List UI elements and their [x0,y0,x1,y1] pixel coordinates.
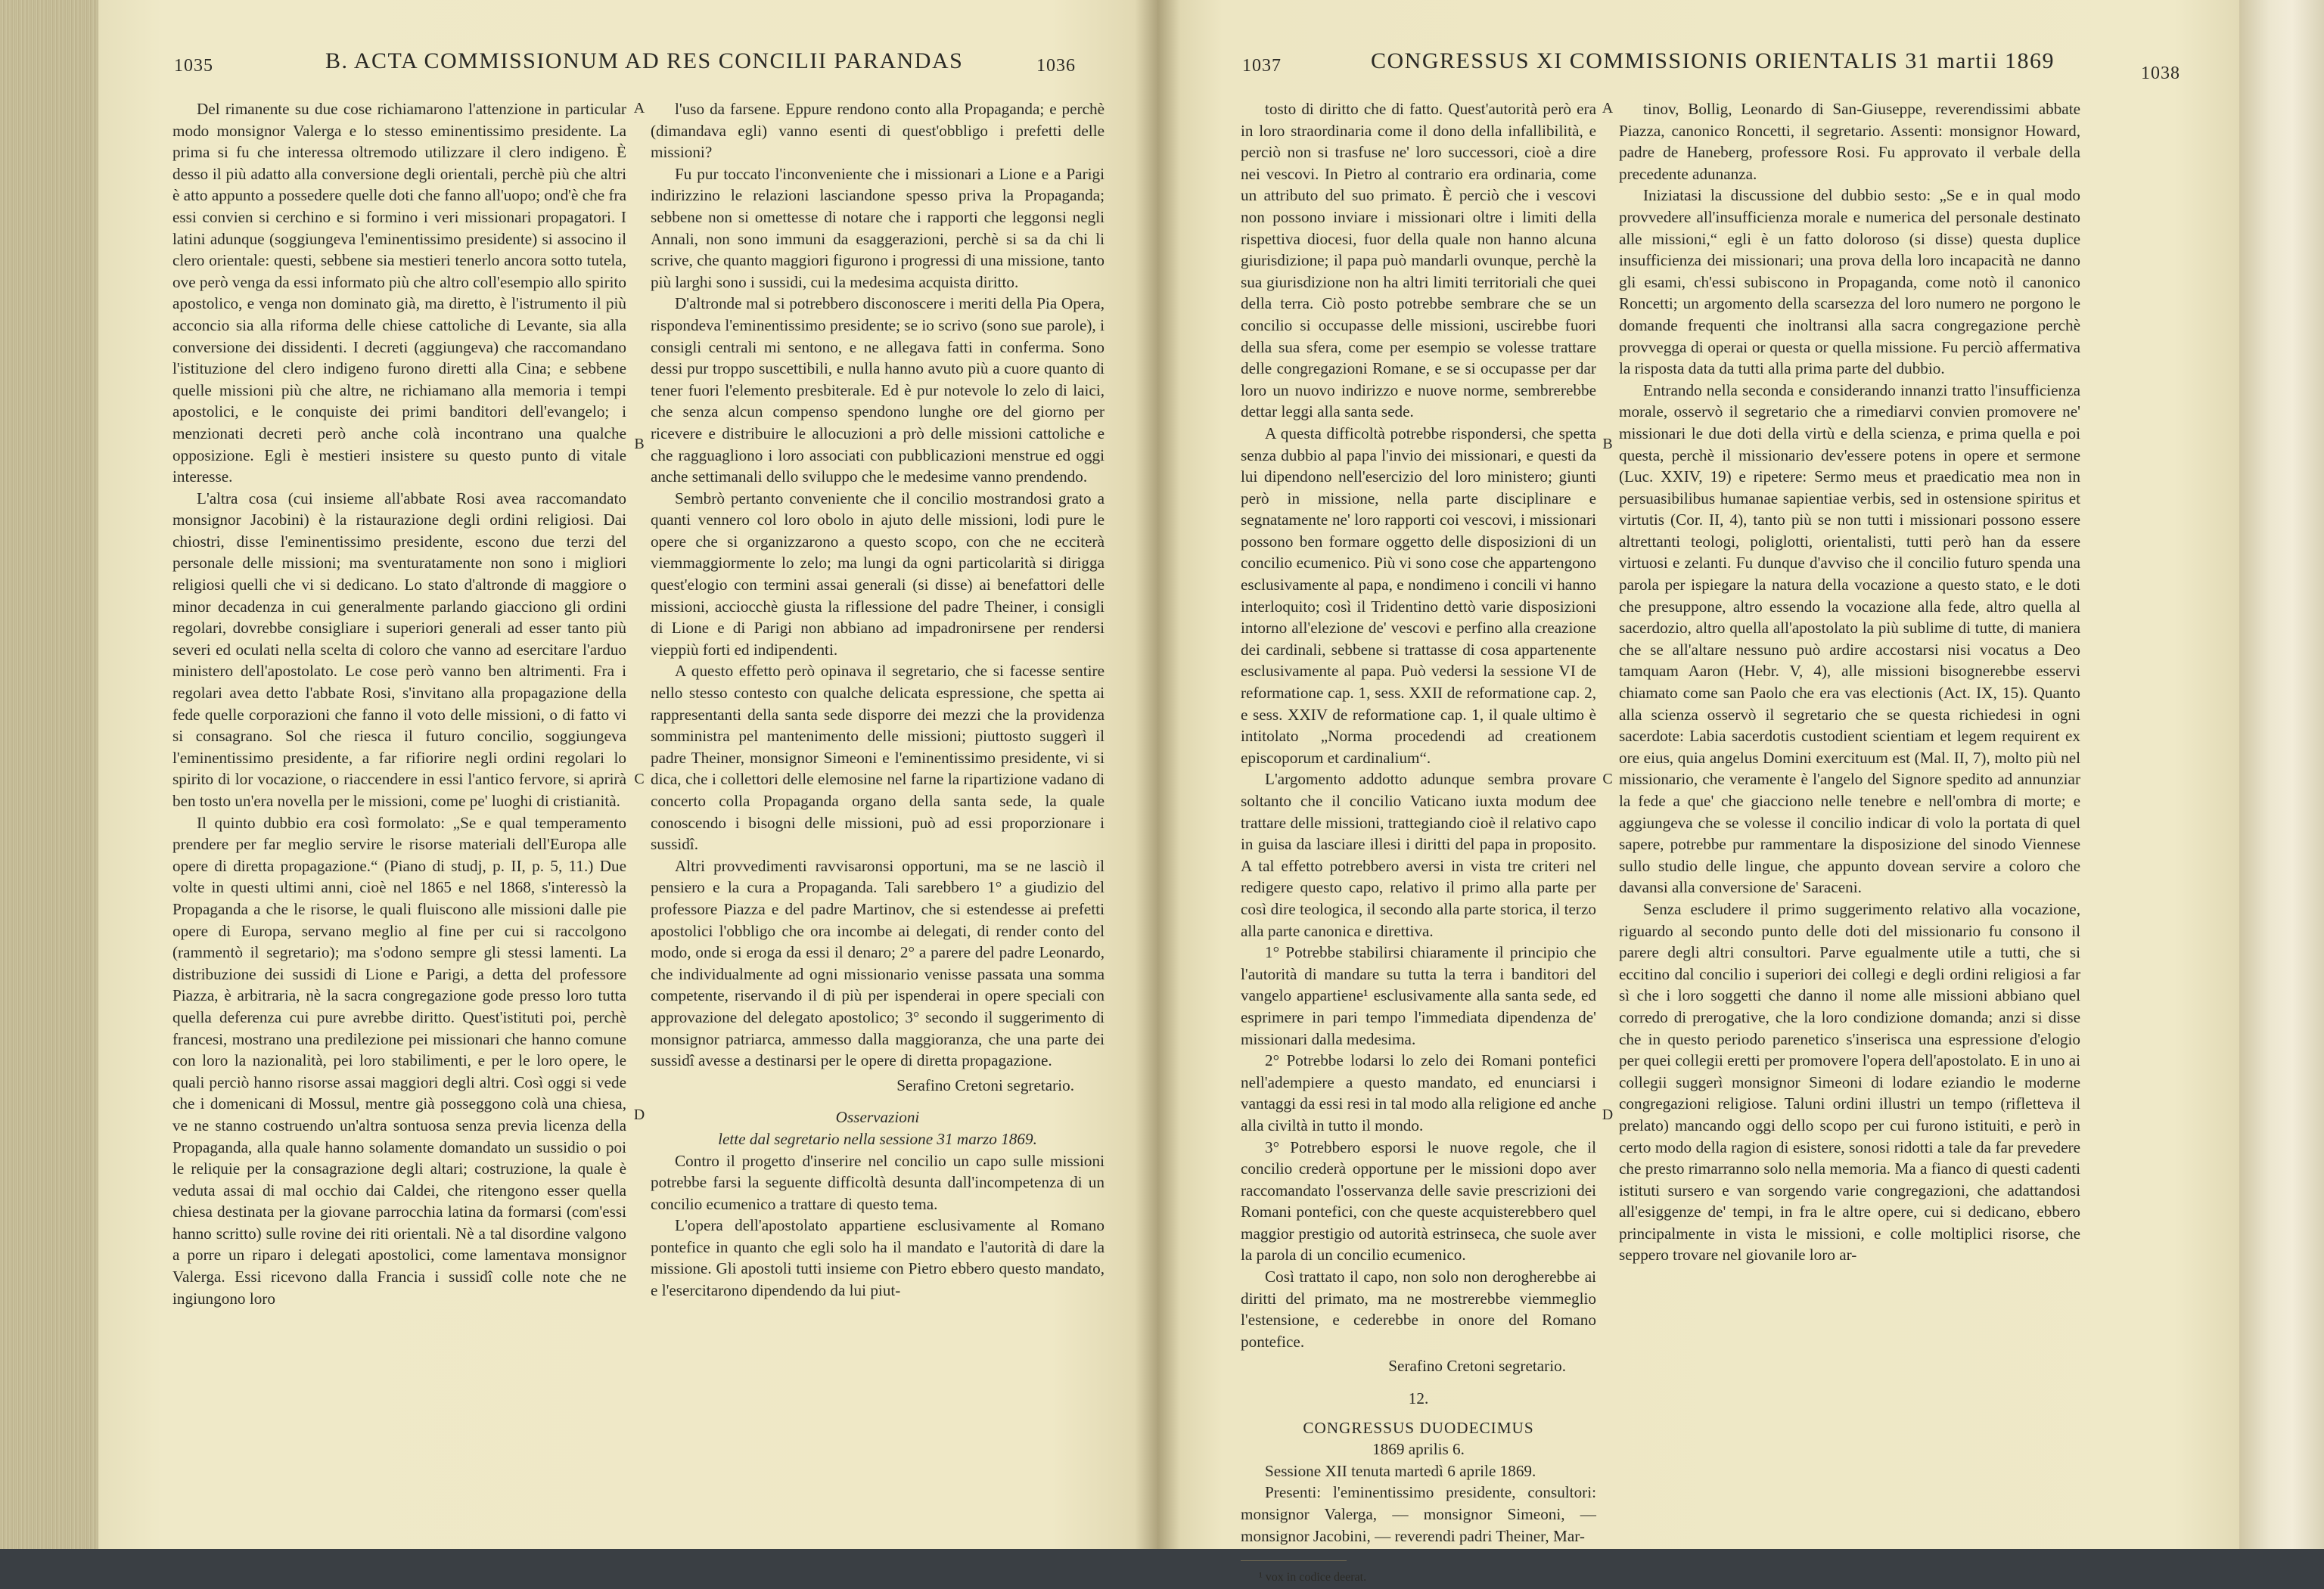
paragraph: Così trattato il capo, non solo non derogherebbe ai diritti del primato, ma ne mostrerebbe viemmeglio l'estensione, e cederebbe in onore del Romano pontefice. [1241,1268,1596,1351]
paragraph: Contro il progetto d'inserire nel concilio un capo sulle missioni potrebbe farsi la seguente difficoltà desunta dall'incompetenza di un concilio ecumenico a trattare di questo tema. [651,1151,1105,1213]
book-page-edges-left [0,0,98,1549]
margin-letter-d: D [1602,1106,1614,1123]
session-heading: CONGRESSUS DUODECIMUS [1303,1418,1534,1437]
paragraph: 1° Potrebbe stabilirsi chiaramente il principio che l'autorità di mandare su tutta la terra i banditori del vangelo appartiene¹ esclusivamente alla santa sede, ed esprimere in pari tempo l'immediata dipendenza de' missionari dalla medesima. [1241,943,1596,1048]
section-subtitle: lette dal segretario nella sessione 31 marzo 1869. [718,1129,1037,1148]
paragraph: L'opera dell'apostolato appartiene esclusivamente al Romano pontefice in quanto che egli solo ha il mandato e l'autorità di dare la missione. Gli apostoli tutti insieme con Pietro ebbero questo mandato, e l'esercitarono dipendendo da lui piut- [651,1216,1105,1300]
paragraph: A questa difficoltà potrebbe rispondersi, che spetta senza dubbio al papa l'invio dei missionari, e questi da lui dipendono nell'esercizio del loro ministero; giunti però in missione, nella parte disciplinare e segnatamente ne' loro rapporti coi vescovi, i missionari possono ben formare oggetto delle disposizioni di un concilio ecumenico. Più vi sono cose che appartengono esclusivamente al papa, e nondimeno i concili vi hanno interloquito; così il Tridentino dettò varie disposizioni intorno all'elezione de' vescovi e perfino alla creazione dei cardinali, sebbene si trattasse di cosa appartenente esclusivamente al papa. Può vedersi la sessione VI de reformatione cap. 1, sess. XXII de reformatione cap. 2, e sess. XXIV de reformatione cap. 1, il quale ultimo è intitolato „Norma procedendi ad creationem episcoporum et cardinalium“. [1241,424,1596,767]
margin-letter-b: B [1602,436,1613,452]
paragraph: Altri provvedimenti ravvisaronsi opportuni, ma se ne lasciò il pensiero e la cura a Propaganda. Tali sarebbero 1° a giudizio del professore Piazza e del padre Martinov, che si estendesse ai prefetti apostolici l'obbligo che ora incombe ai delegati, di render conto del modo, onde si eroga da essi il denaro; 2° a parere del padre Leonardo, che individualmente ad ogni missionario venisse passata una somma competente, riservando il di più per ispenderai in opere speciali con approvazione del delegato apostolico; 3° secondo il suggerimento di monsignor patriarca, ammesso dalla maggioranza, che una parte dei sussidî avesse a destinarsi per le opere di diretta propagazione. [651,856,1105,1070]
paragraph: Entrando nella seconda e considerando innanzi tratto l'insufficienza morale, osservò il segretario che a rimediarvi convien promovere ne' missionari le due doti della virtù e della scienza, e prima quella e poi questa, perchè il missionario dev'essere potens in opere et sermone (Luc. XXIV, 19) e ripetere: Sermo meus et praedicatio mea non in persuasibilibus humanae sapientiae verbis, sed in ostensione spiritus et virtutis (Cor. II, 4), tanto più se non tutti i missionari possono essere altrettanti teologi, poliglotti, orientalisti, tutti però han da essere virtuosi e zelanti. Fu dunque d'avviso che il concilio futuro spenda una parola per ispiegare la natura della vocazione a questo stato, e le doti che presuppone, altro essendo la vocazione alla fede, altro quella al sacerdozio, altro quella all'apostolato la più sublime di tutte, di maniera che se all'altare nessuno può ardire accostarsi nisi vocatus a Deo tamquam Aaron (Hebr. V, 4), alle missioni bisognerebbe esservi chiamato come san Paolo che era vas electionis (Act. IX, 15). Quanto alla scienza osservò il segretario che se questa richiedesi in ogni sacerdote: Labia sacerdotis custodient scientiam et legem requirent ex ore eius, quia angelus Domini exercituum est (Mal. II, 7), molto più nel missionario, che veramente è l'angelo del Signore spedito ad annunziar la fede a que' che giacciono nelle tenebre e nell'ombra di morte; e aggiungeva che se volesse il concilio indicar di volo la portata di quel sapere, potrebbe pur rammentare la disposizione del sinodo Viennese sullo studio delle lingue, che appunto dovean servire a coloro che davansi alla conversione de' Saraceni. [1619,380,2080,897]
paragraph: L'altra cosa (cui insieme all'abbate Rosi avea raccomandato monsignor Jacobini) è la ristaurazione degli ordini religiosi. Dai chiostri, disse l'eminentissimo presidente, escono due terzi del personale delle missioni; ma sventuratamente non sono i migliori religiosi quelli che vi si dedicano. Lo stato d'altronde di maggiore o minor decadenza in cui generalmente parlando giacciono gli ordini regolari, dovrebbe consigliare i superiori generali ad esser tanto più severi ed oculati nella scelta di coloro che vanno ad esercitare l'arduo ministero dell'apostolato. Le cose però vanno ben altrimenti. Fra i regolari avea detto l'abbate Rosi, s'invitano alla propagazione della fede quelle corporazioni che fanno il voto delle missioni, o di fatto vi si consagrano. Sol che riesca il futuro concilio, soggiungeva l'eminentissimo presidente, a far rifiorire negli ordini regolari lo spirito di lor vocazione, o riaccendere in essi l'antico fervore, si aprirà ben tosto un'era novella per le missioni, come pe' luoghi di cristianità. [172,489,626,810]
running-title: B. ACTA COMMISSIONUM AD RES CONCILII PARANDAS [325,48,964,73]
footnote: ¹ vox in codice deerat. [1259,1571,1367,1584]
paragraph: 3° Potrebbero esporsi le nuove regole, che il concilio crederà opportune per le missioni dopo aver raccomandato l'osservanza delle savie prescrizioni dei Romani pontefici, con che queste acquisterebbero quel maggior prestigio od autorità estrinseca, che suole aver la parola di un concilio ecumenico. [1241,1137,1596,1265]
paragraph: Del rimanente su due cose richiamarono l'attenzione in particular modo monsignor Valerga e lo stesso eminentissimo presidente. La prima si fu che interessa oltremodo utilizzare il clero indigeno. È desso il più adatto alla conversione degli orientali, perchè più che altri è atto appunto a possedere quelle doti che fanno all'uopo; ond'è che fra essi convien si cerchino e si formino i veri missionari propagatori. I latini adunque (soggiungeva l'eminentissimo presidente) si associno il clero orientale: questi, sebbene sia mestieri tenerlo ancora sotto tutela, ove però venga da essi informato più che altro coll'esempio allo spirito apostolico, e venga non dominato già, ma diretto, è l'istrumento il più acconcio sia alla riforma delle chiese cattoliche di Levante, sia alla conversione dei dissidenti. I decreti (aggiungeva) che raccomandano l'istituzione del clero indigeno furono diretti alla Cina; e sebbene quelle missioni più che altre, ne richiamano alla memoria i tempi apostolici, e le conquiste dei primi banditori dell'evangelo; i menzionati decreti però anche colà incontrano una qualche opposizione. Egli è mestieri insistere su questo punto di vitale interesse. [172,100,626,486]
running-title: CONGRESSUS XI COMMISSIONIS ORIENTALIS 31 martii 1869 [1371,48,2055,73]
paragraph: A questo effetto però opinava il segretario, che si facesse sentire nello stesso contesto con qualche delicata espressione, che spetta ai rappresentanti della santa sede disporre dei mezzi che la providenza somministra pel mantenimento delle missioni; piuttosto suggerì il padre Theiner, monsignor Simeoni e l'eminentissimo presidente, vi si dica, che i collettori delle elemosine nel farne la ripartizione vadano di concerto colla Propaganda organo della santa sede, la quale conoscendo i bisogni delle missioni, può ad essi proporzionare i sussidî. [651,662,1105,854]
paragraph: Fu pur toccato l'inconveniente che i missionari a Lione e a Parigi indirizzino le relazioni lasciandone spesso priva la Propaganda; sebbene non si omettesse di notare che i rapporti che leggonsi negli Annali, non sono immuni da esaggerazioni, perchè si sa da chi li scrive, che quanto maggiori figurono i progressi di una missione, tanto più larghi sono i sussidi, cui la medesima acquista diritto. [651,164,1105,291]
page-number: 1037 [1242,56,1282,76]
session-number: 12. [1408,1389,1429,1408]
right-page-column-2 [1619,98,2080,1505]
paragraph: Senza escludere il primo suggerimento relativo alla vocazione, riguardo al secondo punto delle doti del missionario fu consono il parere degli altri consultori. Parve egualmente utile a tutti, che si eccitino dal concilio i superiori dei collegi e degli ordini religiosi a far sì che i loro soggetti che danno il nome alle missioni abbiano quel corredo di prerogative, che la loro condizione domanda; anzi si disse che in questo periodo parenetico s'inserisca una espressione d'elogio per quei collegii eretti per promovere l'opera dell'apostolato. E in uno ai collegii suggerì monsignor Simeoni di lodare eziandio le moderne congregazioni religiose. Taluni ordini illustri un tempo (rifletteva il prelato) mancando oggi dello scopo per cui furono istituiti, e però in certo modo della ragion di esistere, sonosi ridotti a tale da far prevedere che presto rimarranno solo nella memoria. Ma a fianco di questi cadenti istituti sursero e van sorgendo varie congregazioni, che adattandosi all'esiggenze de' tempi, in fra le altre opere, cui si dedicano, ebbero principalmente in vista le missioni, e colle moltiplici risorse, che seppero trovare nel giovanile loro ar- [1619,899,2080,1265]
paragraph: tinov, Bollig, Leonardo di San-Giuseppe, reverendissimi abbate Piazza, canonico Roncetti, il segretario. Assenti: monsignor Howard, padre de Haneberg, professore Rosi. Fu approvato il verbale della precedente adunanza. [1619,100,2080,183]
margin-letter-b: B [634,436,645,452]
margin-letter-c: C [634,771,645,787]
signature: Serafino Cretoni segretario. [1388,1357,1566,1376]
paragraph: l'uso da farsene. Eppure rendono conto alla Propaganda; e perchè (dimandava egli) vanno esenti di quest'obbligo i prefetti delle missioni? [651,100,1105,162]
right-page-header [1157,45,2239,83]
left-page [98,0,1157,1549]
paragraph: Iniziatasi la discussione del dubbio sesto: „Se e in qual modo provvedere all'insufficienza morale e numerica del personale destinato alle missioni,“ egli è un fatto doloroso (si disse) questa duplice insufficienza dei missionari; una prova della loro incapacità ne danno gli esami, ch'essi subiscono in Propaganda, come notò il canonico Roncetti; un argomento della scarsezza del loro numero ne porgono le domande frequenti che inoltransi alla sacra congregazione perchè provvegga di operai or questa or quella missione. Fu perciò affermativa la risposta data da tutti alla prima parte del dubbio. [1619,186,2080,378]
paragraph: Presenti: l'eminentissimo presidente, consultori: monsignor Valerga, — monsignor Simeoni, — monsignor Jacobini, — reverendi padri Theiner, Mar- [1241,1483,1596,1545]
left-page-column-2 [651,98,1105,1505]
paragraph: 2° Potrebbe lodarsi lo zelo dei Romani pontefici nell'adempiere a questo mandato, ed enunciarsi i vantaggi da essi resi in tal modo alla religione ed anche alla civiltà in tutto il mondo. [1241,1051,1596,1134]
book-gutter [1135,0,1180,1549]
book-page-edges-right [2239,0,2324,1549]
left-page-header [98,45,1157,83]
margin-letter-d: D [633,1106,645,1123]
left-page-column-1 [172,98,626,1505]
paragraph: L'argomento addotto adunque sembra provare soltanto che il concilio Vaticano iuxta modum dee trattare delle missioni, trattegiando cioè il relativo capo in guisa da lasciare illesi i diritti del papa in proposito. A tal effetto potrebbero aversi in vista tre criteri nel redigere questo capo, relativo il primo alla parte per così dire teologica, il secondo alla parte storica, il terzo alla parte canonica e direttiva. [1241,770,1596,940]
right-page [1157,0,2239,1584]
page-number: 1038 [2141,64,2180,83]
paragraph: D'altronde mal si potrebbero disconoscere i meriti della Pia Opera, rispondeva l'eminentissimo presidente; se io scrivo (sono sue parole), i consigli centrali mi sentono, e ne allegava fatti in conferma. Sono dessi pur troppo suscettibili, e nulla hanno avuto più a cuore quanto di tener fuori l'elemento presbiterale. Ed è pur notevole lo zelo di laici, che senza alcun compenso spendono lunghe ore del giorno per ricevere e distribuire le allocuzioni a prò delle missioni cattoliche e che ragguagliono i loro associati con pubblicazioni menstrue ed oggi anche settimanali dello sviluppo che le medesime vanno prendendo. [651,294,1105,486]
margin-letter-a: A [1602,100,1614,116]
footnote-rule [1241,1560,1347,1561]
paragraph: Il quinto dubbio era così formolato: „Se e qual temperamento prendere per far meglio servire le risorse materiali dell'Europa alle opere di diretta propagazione.“ (Piano di studj, p. II, p. 5, 11.) Due volte in questi ultimi anni, cioè nel 1865 e nel 1868, s'interessò la Propaganda a che le risorse, le quali fluiscono alle missioni dalle pie opere di Europa, servano meglio al fine per cui si raccolgono (rammentò il segretario); ma s'odono sempre gli stessi lamenti. La distribuzione dei sussidi di Lione e Parigi, a detta del professore Piazza, è arbitraria, nè la sacra congregazione gode presso loro tutta quella deferenza cui pure avrebbe diritto. Quest'istituti poi, perchè francesi, mostrano una predilezione pei missionari che hanno comune con loro la nazionalità, pei loro stabilimenti, e per le loro opere, le quali perciò hanno risorse assai maggiori degli altri. Così oggi si vede che i domenicani di Mossul, mentre già posseggono colà una chiesa, ve ne stanno costruendo un'altra sontuosa senza previa licenza della Propaganda, alla quale hanno solamente domandato un sussidio o poi le reliquie per la consagrazione degli altari; costruzione, la quale è veduta assai di mal occhio dai Caldei, che ritengono esser quella chiesa destinata per la giovane parrocchia latina da formarsi (com'essi hanno scritto) sulle rovine dei riti orientali. Nè a tal disordine valgono a porre un riparo i delegati apostolici, come lamentava monsignor Valerga. Essi ricevono dalla Francia i sussidî colle note che ne ingiungono loro [172,813,626,1308]
paragraph: Sessione XII tenuta martedì 6 aprile 1869. [1265,1461,1536,1480]
session-date: 1869 aprilis 6. [1372,1440,1465,1459]
page-number: 1035 [174,56,213,76]
signature: Serafino Cretoni segretario. [896,1075,1074,1094]
margin-letter-c: C [1602,771,1613,787]
right-page-column-1 [1241,98,1596,1584]
margin-letter-a: A [633,100,645,116]
section-title: Osservazioni [835,1108,920,1127]
page-number: 1036 [1036,56,1076,76]
paragraph: tosto di diritto che di fatto. Quest'autorità però era in loro straordinaria come il dono della infallibilità, e perciò non si trasfuse ne' loro successori, cioè a dire nei vescovi. In Pietro al contrario era ordinaria, come un attributo del suo primato. È perciò che i vescovi non possono inviare i missionari oltre i limiti della rispettiva diocesi, fuor della quale non hanno alcuna giurisdizione; il papa può mandarli ovunque, perchè la sua giurisdizione non ha altri limiti territoriali che quei della terra. Ciò posto potrebbe sembrare che se un concilio si occupasse delle missioni, uscirebbe fuori della sua sfera, come per esempio se volesse trattare delle congregazioni Romane, e se si occupasse per dar loro un nuovo indirizzo e nuove norme, sembrerebbe dettar leggi alla santa sede. [1241,100,1596,421]
paragraph: Sembrò pertanto conveniente che il concilio mostrandosi grato a quanti vennero col loro obolo in ajuto delle missioni, lodi pure le opere che si organizzarono a questo scopo, con che ne ecciterà viemmaggiormente lo zelo; ma lungi da ogni particolarità si dirigga quest'elogio con termini assai generali (si disse) ai benefattori delle missioni, acciocchè giusta la riflessione del padre Theiner, i consigli di Lione e di Parigi non abbiano ad impadronirsene per rendersi vieppiù forti ed indipendenti. [651,489,1105,659]
